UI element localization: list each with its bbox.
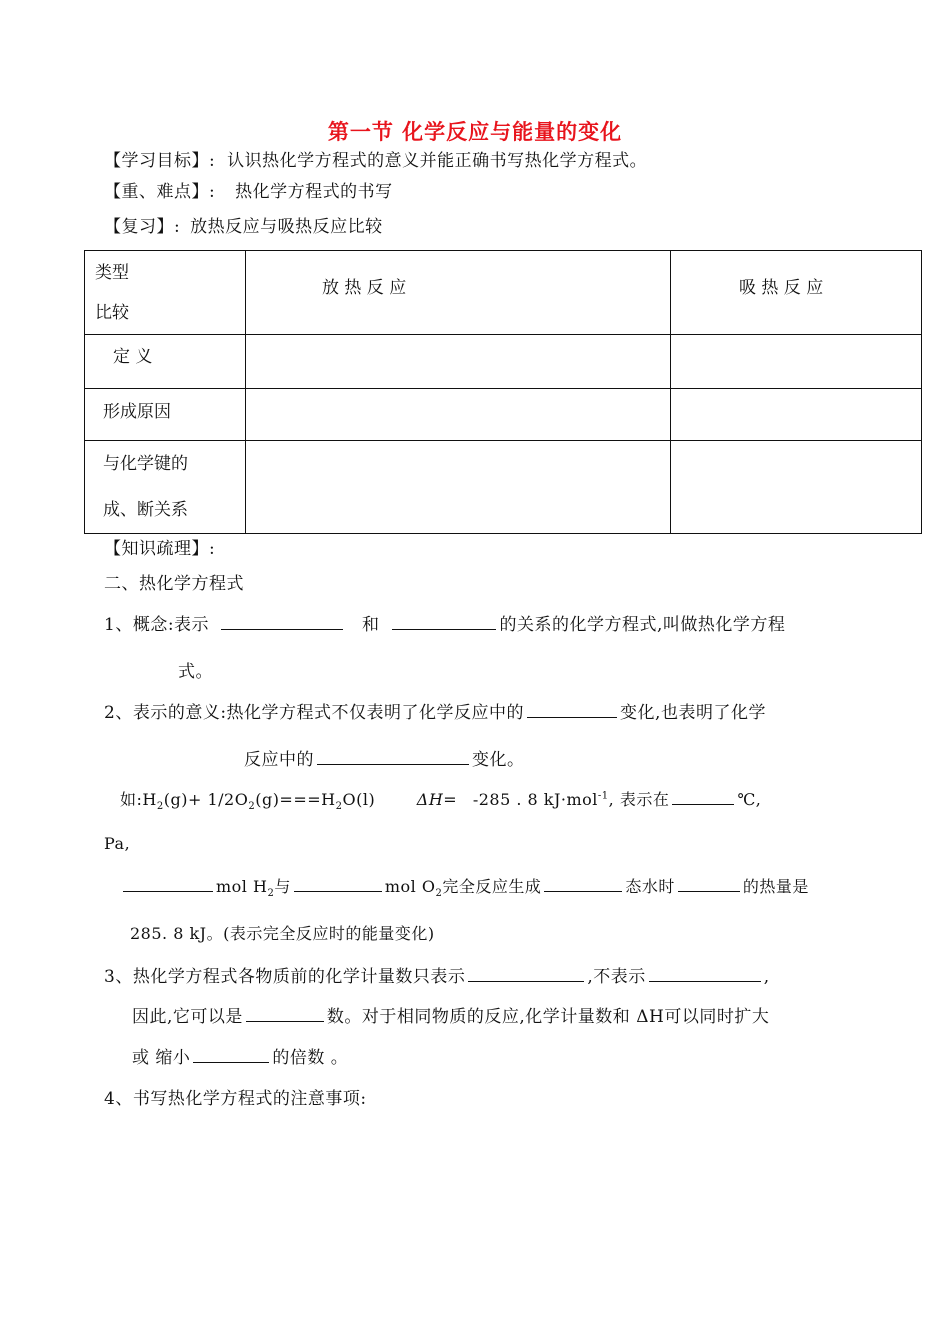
- item-2-text-b: 变化,也表明了化学: [620, 703, 766, 723]
- key-points-label: 【重、难点】:: [104, 182, 216, 202]
- blank-field[interactable]: [468, 964, 584, 982]
- blank-field[interactable]: [392, 612, 496, 630]
- blank-field[interactable]: [123, 874, 213, 892]
- blank-field[interactable]: [221, 612, 343, 630]
- table-header-row: [85, 251, 922, 335]
- item-2-text-a: 2、表示的意义:热化学方程式不仅表明了化学反应中的: [104, 703, 525, 723]
- blank-field[interactable]: [294, 874, 382, 892]
- blank-field[interactable]: [649, 964, 761, 982]
- table-corner-cell: [85, 251, 246, 335]
- table-row: [85, 389, 922, 441]
- blank-field[interactable]: [317, 747, 469, 765]
- review-label: 【复习】:: [104, 217, 181, 237]
- header-exothermic: 放 热 反 应: [246, 251, 671, 335]
- row-cause-label: 形成原因: [85, 389, 246, 441]
- pa-unit: Pa,: [104, 834, 131, 853]
- cell-exo-cause[interactable]: [246, 389, 671, 441]
- blank-field[interactable]: [544, 874, 622, 892]
- learning-goal-text: 认识热化学方程式的意义并能正确书写热化学方程式。: [227, 151, 648, 171]
- delta-h: ΔH=: [416, 790, 458, 809]
- blank-field[interactable]: [193, 1045, 269, 1063]
- cell-exo-definition[interactable]: [246, 335, 671, 389]
- example-equation: [120, 787, 761, 812]
- blank-field[interactable]: [678, 874, 740, 892]
- review-text: 放热反应与吸热反应比较: [190, 217, 383, 237]
- row-bond-line2: 成、断关系: [103, 500, 188, 520]
- key-points: [104, 177, 393, 202]
- cell-endo-bond[interactable]: [671, 441, 922, 534]
- table-row: [85, 441, 922, 534]
- item-2-text-c: 反应中的: [244, 750, 314, 770]
- item-2: [104, 698, 766, 723]
- example-mol-o2: mol O: [384, 877, 436, 896]
- blank-field[interactable]: [527, 700, 617, 718]
- item-3-text-c: ,: [763, 967, 770, 987]
- item-1-text-c: 的关系的化学方程式,叫做热化学方程: [499, 615, 786, 635]
- subscript: 2: [335, 801, 343, 813]
- learning-goal-label: 【学习目标】:: [104, 151, 216, 171]
- table-row: [85, 335, 922, 389]
- example-after: , 表示在: [608, 790, 670, 809]
- example-state: 态水时: [625, 877, 675, 896]
- subscript: 2: [435, 888, 443, 900]
- item-1-continued: 式。: [178, 662, 213, 682]
- review: [104, 212, 383, 237]
- example-prefix: 如:: [120, 790, 143, 809]
- equation-part: H: [142, 790, 157, 809]
- item-3: [104, 962, 770, 987]
- corner-bottom: 比较: [95, 302, 129, 323]
- item-3-continued: [132, 1002, 769, 1027]
- item-2-continued: [244, 745, 525, 770]
- equation-part: O(l): [342, 790, 376, 809]
- learning-goal: [104, 146, 647, 171]
- example-and: 与: [274, 877, 291, 896]
- item-1-text-a: 1、概念:表示: [104, 615, 210, 635]
- item-3-text-f: 或 缩小: [132, 1048, 191, 1068]
- item-4: 4、书写热化学方程式的注意事项:: [104, 1089, 367, 1109]
- subscript: 2: [248, 801, 256, 813]
- corner-top: 类型: [95, 262, 129, 283]
- item-3-text-g: 的倍数 。: [272, 1048, 349, 1068]
- equation-part: (g)+ 1/2O: [163, 790, 249, 809]
- item-1: [104, 610, 785, 635]
- header-endothermic: 吸 热 反 应: [671, 251, 922, 335]
- cell-exo-bond[interactable]: [246, 441, 671, 534]
- example-mol-h2: mol H: [216, 877, 268, 896]
- celsius-unit: ℃,: [737, 790, 762, 809]
- comparison-table: [84, 250, 922, 534]
- item-3-continued-2: [132, 1043, 348, 1068]
- row-bond-line1: 与化学键的: [103, 454, 188, 474]
- equation-part: (g)===H: [255, 790, 336, 809]
- example-product: 完全反应生成: [442, 877, 542, 896]
- cell-endo-definition[interactable]: [671, 335, 922, 389]
- item-3-text-d: 因此,它可以是: [132, 1007, 243, 1027]
- item-3-text-e: 数。对于相同物质的反应,化学计量数和 ΔH可以同时扩大: [326, 1007, 770, 1027]
- item-3-text-a: 3、热化学方程式各物质前的化学计量数只表示: [104, 967, 466, 987]
- superscript: -1: [597, 790, 609, 802]
- page-title: 第一节 化学反应与能量的变化: [327, 120, 623, 144]
- cell-endo-cause[interactable]: [671, 389, 922, 441]
- example-heat: 的热量是: [742, 877, 809, 896]
- enthalpy-value: -285 . 8 kJ·mol: [472, 790, 598, 809]
- example-quantities: [120, 874, 809, 899]
- knowledge-label: 【知识疏理】:: [104, 539, 216, 559]
- subscript: 2: [156, 801, 164, 813]
- item-1-text-b: 和: [361, 615, 380, 635]
- key-points-text: 热化学方程式的书写: [235, 182, 393, 202]
- blank-field[interactable]: [246, 1004, 324, 1022]
- row-definition-label: 定 义: [85, 335, 246, 389]
- item-3-text-b: ,不表示: [587, 967, 646, 987]
- subscript: 2: [267, 888, 275, 900]
- item-2-text-d: 变化。: [472, 750, 525, 770]
- row-bond-label: [85, 441, 246, 534]
- section-heading: 二、热化学方程式: [104, 574, 244, 594]
- blank-field[interactable]: [672, 787, 734, 805]
- example-result: 285. 8 kJ。(表示完全反应时的能量变化): [130, 924, 435, 943]
